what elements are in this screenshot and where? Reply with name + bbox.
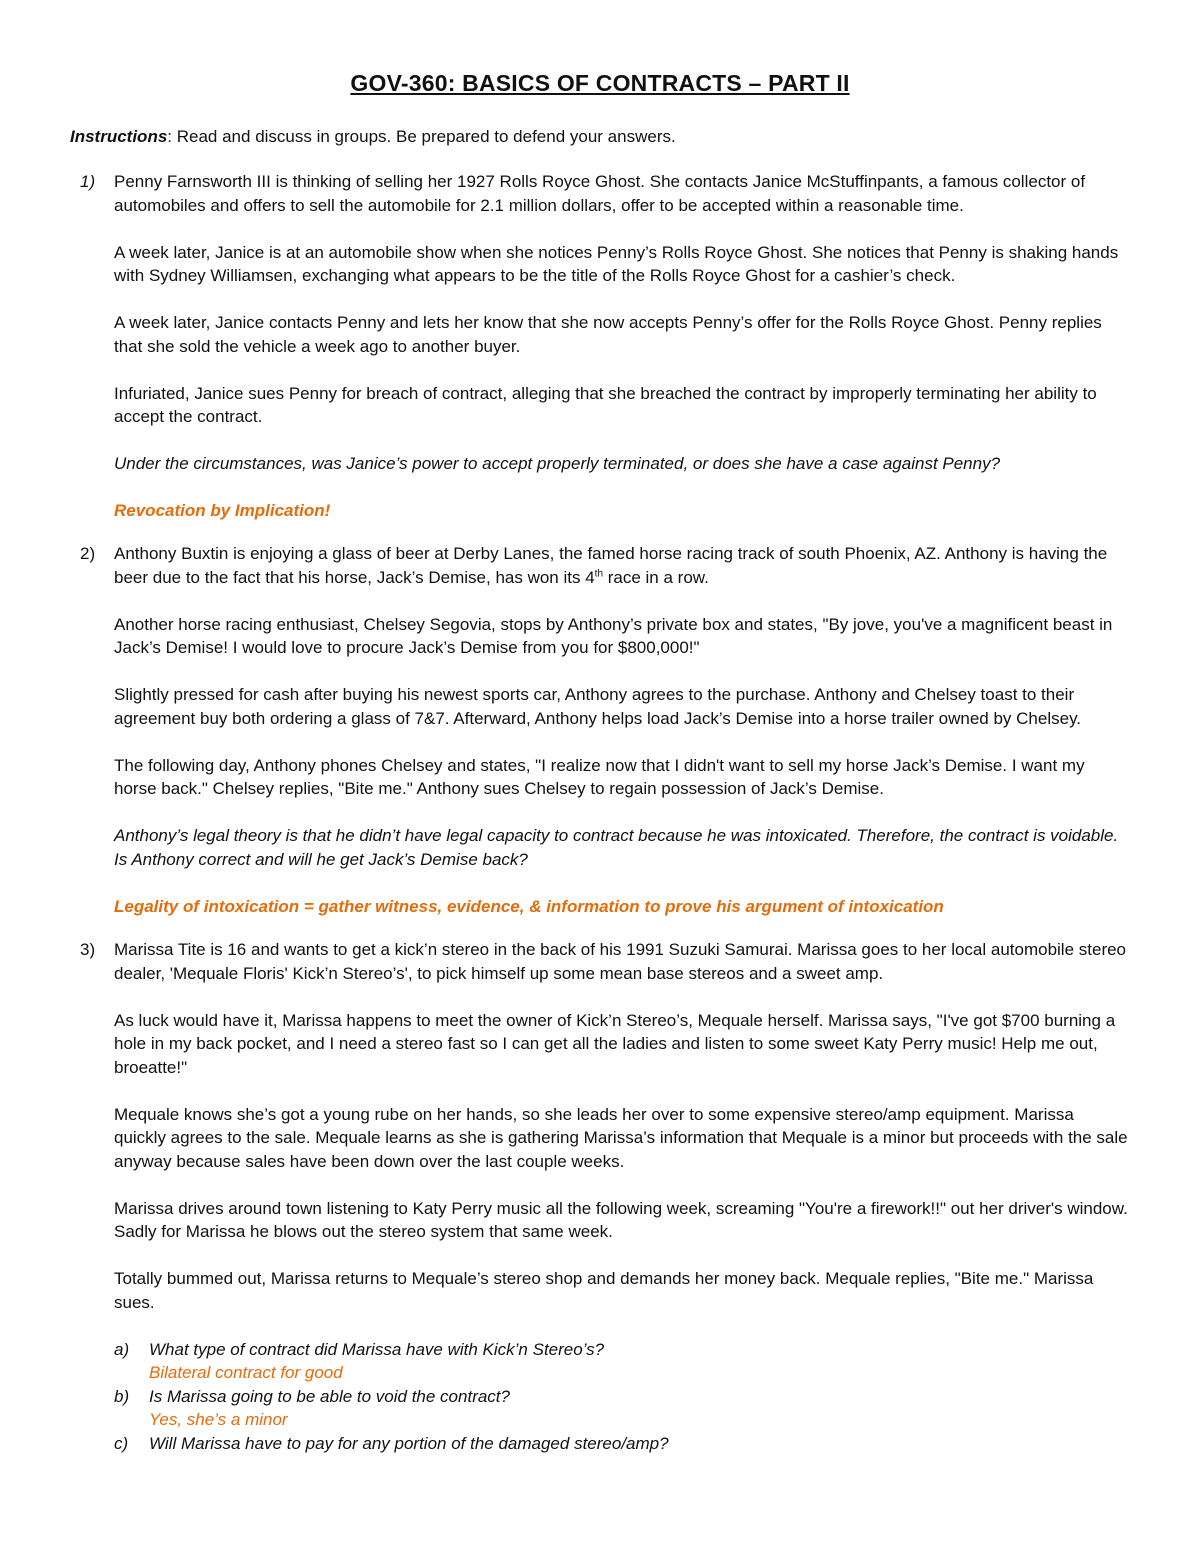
question-1-prompt: Under the circumstances, was Janice’s power to accept properly terminated, or does she have a case against Penny? xyxy=(114,454,1001,473)
sub-question-c-label: c) xyxy=(114,1433,129,1453)
question-3-paragraph-3: Mequale knows she’s got a young rube on her hands, so she leads her over to some expensive stereo/amp equipment. Marissa quickly agrees to the sale. Mequale learns as she is gathering Marissa’s information that Mequale is a minor but proceeds with the sale anyway because sales have been down over the last couple weeks. xyxy=(114,1104,1128,1171)
question-1-answer: Revocation by Implication! xyxy=(114,501,331,520)
question-2-prompt: Anthony’s legal theory is that he didn’t have legal capacity to contract because he was intoxicated. Therefore, the contract is voidable. Is Anthony correct and will he get Jack’s Demise back? xyxy=(114,826,1119,869)
page-title: GOV-360: BASICS OF CONTRACTS – PART II xyxy=(350,70,850,96)
sub-question-a-answer: Bilateral contract for good xyxy=(149,1363,343,1382)
question-3 xyxy=(70,938,1130,1455)
sub-question-a xyxy=(114,1338,1130,1385)
question-3-paragraph-2: As luck would have it, Marissa happens to meet the owner of Kick’n Stereo’s, Mequale herself. Marissa says, "I've got $700 burning a hole in my back pocket, and I need a stereo fast so I can get all the ladies and listen to some sweet Katy Perry music! Help me out, broeatte!" xyxy=(114,1010,1116,1077)
sub-question-a-text: What type of contract did Marissa have with Kick’n Stereo’s? xyxy=(149,1339,605,1359)
question-2-paragraph-3: Slightly pressed for cash after buying his newest sports car, Anthony agrees to the purchase. Anthony and Chelsey toast to their agreement buy both ordering a glass of 7&7. Afterward, Anthony helps load Jack’s Demise into a horse trailer owned by Chelsey. xyxy=(114,685,1082,728)
question-1-number: 1) xyxy=(80,172,96,191)
question-2-paragraph-2: Another horse racing enthusiast, Chelsey Segovia, stops by Anthony’s private box and states, "By jove, you've a magnificent beast in Jack’s Demise! I would love to procure Jack’s Demise from you for $800,000!" xyxy=(114,614,1113,657)
instructions-label: Instructions xyxy=(70,127,168,146)
sub-question-b-text: Is Marissa going to be able to void the contract? xyxy=(149,1386,510,1406)
question-2-number: 2) xyxy=(80,544,96,563)
question-1-paragraph-2: A week later, Janice is at an automobile show when she notices Penny’s Rolls Royce Ghost. She notices that Penny is shaking hands with Sydney Williamsen, exchanging what appears to be the title of the Rolls Royce Ghost for a cashier’s check. xyxy=(114,242,1119,285)
question-1-paragraph-4: Infuriated, Janice sues Penny for breach of contract, alleging that she breached the contract by improperly terminating her ability to accept the contract. xyxy=(114,383,1097,426)
sub-question-b-label: b) xyxy=(114,1386,130,1406)
question-2-paragraph-4: The following day, Anthony phones Chelsey and states, "I realize now that I didn't want to sell my horse Jack’s Demise. I want my horse back." Chelsey replies, "Bite me." Anthony sues Chelsey to regain possession of Jack’s Demise. xyxy=(114,755,1085,798)
question-1-paragraph-1: Penny Farnsworth III is thinking of selling her 1927 Rolls Royce Ghost. She contacts Janice McStuffinpants, a famous collector of automobiles and offers to sell the automobile for 2.1 million dollars, offer to be accepted within a reasonable time. xyxy=(114,172,1086,215)
instructions xyxy=(70,125,676,149)
sub-question-c-text: Will Marissa have to pay for any portion of the damaged stereo/amp? xyxy=(149,1433,669,1453)
sub-question-b xyxy=(114,1385,1130,1432)
question-3-paragraph-1: Marissa Tite is 16 and wants to get a kick’n stereo in the back of his 1991 Suzuki Samurai. Marissa goes to her local automobile stereo dealer, 'Mequale Floris' Kick’n Stereo’s', to pick himself up some mean base stereos and a sweet amp. xyxy=(114,940,1127,983)
question-2-paragraph-1 xyxy=(114,542,1130,589)
question-1-paragraph-3: A week later, Janice contacts Penny and lets her know that she now accepts Penny’s offer for the Rolls Royce Ghost. Penny replies that she sold the vehicle a week ago to another buyer. xyxy=(114,313,1102,356)
question-3-paragraph-4: Marissa drives around town listening to Katy Perry music all the following week, screaming "You're a firework!!" out her driver's window. Sadly for Marissa he blows out the stereo system that same week. xyxy=(114,1198,1128,1241)
question-3-paragraph-5: Totally bummed out, Marissa returns to Mequale’s stereo shop and demands her money back. Mequale replies, "Bite me." Marissa sues. xyxy=(114,1269,1094,1312)
instructions-text: : Read and discuss in groups. Be prepared to defend your answers. xyxy=(167,127,676,146)
question-2-paragraph-1-end: race in a row. xyxy=(603,567,709,587)
question-2-paragraph-1-text: Anthony Buxtin is enjoying a glass of beer at Derby Lanes, the famed horse racing track of south Phoenix, AZ. Anthony is having the beer due to the fact that his horse, Jack’s Demise, has won its 4 xyxy=(114,544,1108,587)
question-2-answer: Legality of intoxication = gather witness, evidence, & information to prove his argument of intoxication xyxy=(114,896,944,916)
sub-question-c xyxy=(114,1432,1130,1456)
sub-question-b-answer: Yes, she’s a minor xyxy=(149,1410,288,1429)
question-2 xyxy=(70,542,1130,918)
sub-question-a-label: a) xyxy=(114,1339,130,1359)
question-1 xyxy=(70,170,1130,523)
ordinal-suffix: th xyxy=(594,567,604,579)
question-3-number: 3) xyxy=(80,940,96,959)
